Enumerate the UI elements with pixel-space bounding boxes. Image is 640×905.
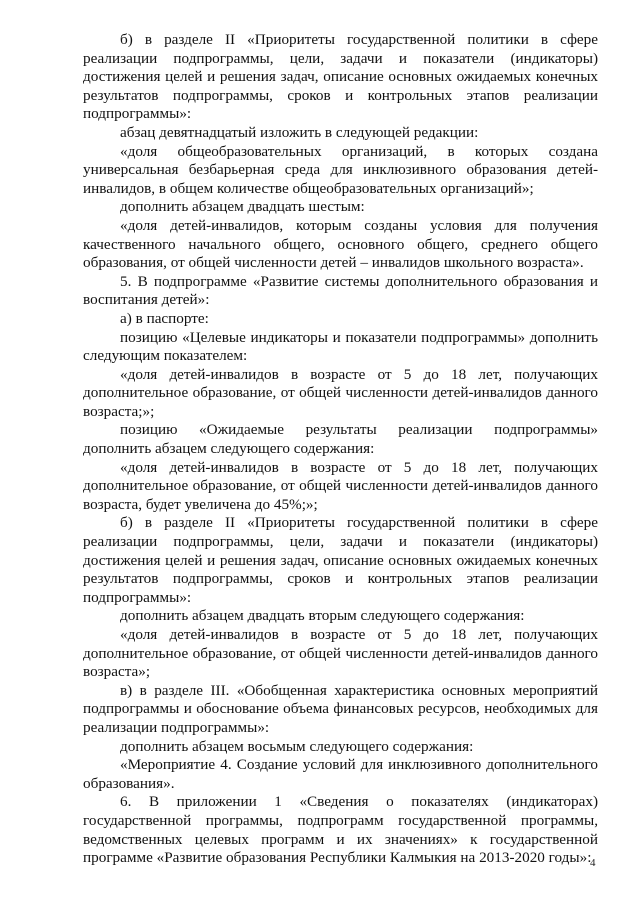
page-number: 4	[590, 857, 596, 869]
paragraph: «доля детей-инвалидов, которым созданы условия для получения качественного начального общего, основного общего, среднего общего образования, от общей численности детей – инвалидов школьного возраста».	[83, 216, 598, 272]
paragraph: в) в разделе III. «Обобщенная характеристика основных мероприятий подпрограммы и обоснование объема финансовых ресурсов, необходимых для реализации подпрограммы»:	[83, 681, 598, 736]
paragraph: позицию «Ожидаемые результаты реализации подпрограммы» дополнить абзацем следующего содержания:	[83, 421, 598, 458]
document-body	[83, 31, 598, 868]
paragraph: дополнить абзацем двадцать вторым следующего содержания:	[120, 607, 525, 625]
paragraph: позицию «Целевые индикаторы и показатели подпрограммы» дополнить следующим показателем:	[83, 328, 598, 365]
paragraph: дополнить абзацем двадцать шестым:	[120, 198, 365, 216]
paragraph: «доля общеобразовательных организаций, в которых создана универсальная безбарьерная среда для инклюзивного образования детей-инвалидов, в общем количестве общеобразовательных организаций»;	[83, 142, 598, 197]
paragraph: абзац девятнадцатый изложить в следующей редакции:	[120, 123, 479, 141]
paragraph: «доля детей-инвалидов в возрасте от 5 до 18 лет, получающих дополнительное образование, от общей численности детей-инвалидов данного возраста, будет увеличена до 45%;»;	[83, 458, 598, 513]
paragraph: б) в разделе II «Приоритеты государственной политики в сфере реализации подпрограммы, цели, задачи и показатели (индикаторы) достижения целей и решения задач, описание основных ожидаемых конечных результатов подпрограммы, сроков и контрольных этапов реализации подпрограммы»:	[83, 514, 598, 606]
paragraph: 6. В приложении 1 «Сведения о показателях (индикаторах) государственной программы, подпрограмм государственной программы, ведомственных целевых программ и их значениях» к государственной программе «Развитие образования Республики Калмыкия на 2013-2020 годы»:	[83, 793, 598, 867]
paragraph: 5. В подпрограмме «Развитие системы дополнительного образования и воспитания детей»:	[83, 272, 598, 309]
paragraph: б) в разделе II «Приоритеты государственной политики в сфере реализации подпрограммы, цели, задачи и показатели (индикаторы) достижения целей и решения задач, описание основных ожидаемых конечных результатов подпрограммы, сроков и контрольных этапов реализации подпрограммы»:	[83, 31, 598, 123]
paragraph: «доля детей-инвалидов в возрасте от 5 до 18 лет, получающих дополнительное образование, от общей численности детей-инвалидов данного возраста;»;	[83, 365, 598, 420]
paragraph: а) в паспорте:	[120, 309, 209, 327]
paragraph: дополнить абзацем восьмым следующего содержания:	[120, 737, 474, 755]
paragraph: «Мероприятие 4. Создание условий для инклюзивного дополнительного образования».	[83, 756, 598, 792]
paragraph: «доля детей-инвалидов в возрасте от 5 до 18 лет, получающих дополнительное образование, от общей численности детей-инвалидов данного возраста»;	[83, 626, 598, 681]
